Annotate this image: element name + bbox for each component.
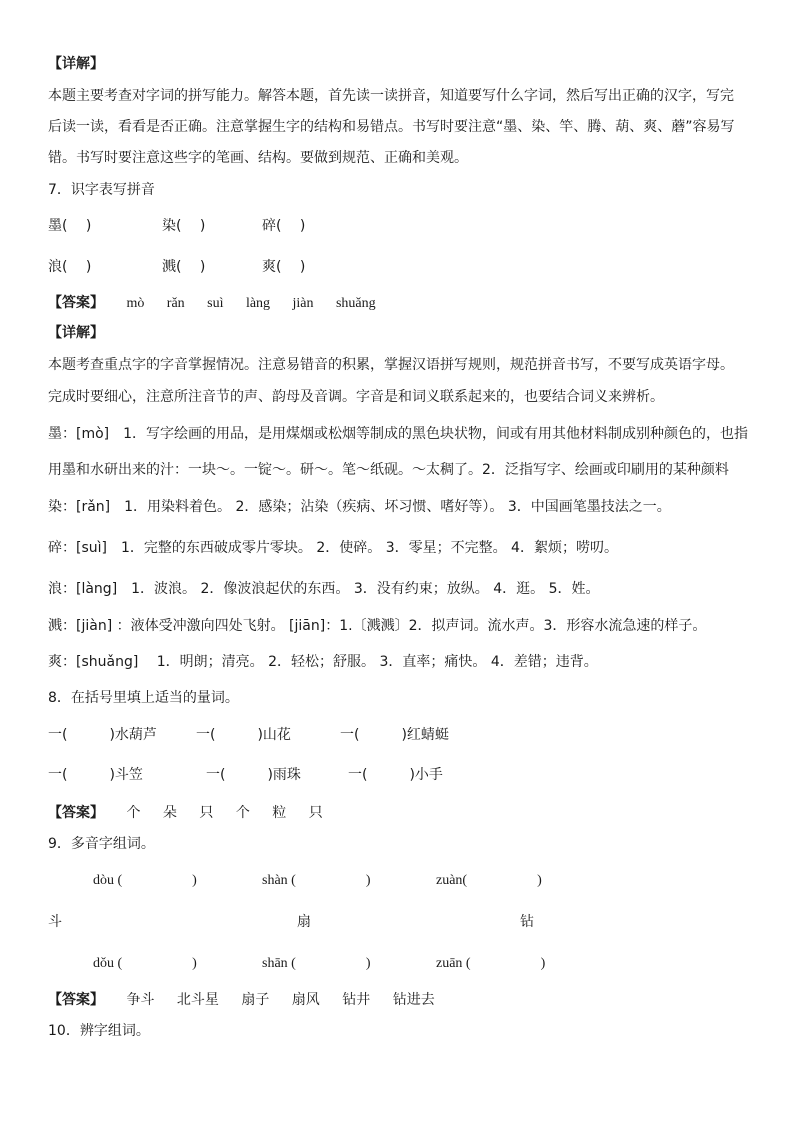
answer-item: làng: [245, 296, 271, 311]
char-blank: 墨( ): [48, 218, 92, 234]
pinyin-blank: shàn ( ): [262, 873, 371, 888]
pinyin-blank: zuàn( ): [436, 873, 542, 888]
answer-line: [48, 990, 435, 1010]
pinyin-blank: shān ( ): [262, 956, 371, 971]
pinyin-blank: dòu ( ): [93, 873, 197, 888]
paragraph-line: 完成时要细心，注意所注音节的声、韵母及音调。字音是和词义联系起来的，也要结合词义来辨析。: [48, 389, 664, 405]
question-title: 9．多音字组词。: [48, 836, 155, 852]
definition-line: 染：[rǎn] 1．用染料着色。 2．感染；沾染（疾病、坏习惯、嗜好等）。 3．中国画笔墨技法之一。: [48, 499, 671, 515]
definition-line: 用墨和水研出来的汁：一块～。一锭～。研～。笔～纸砚。～太稠了。2．泛指写字、绘画或印刷用的某种颜料: [48, 462, 729, 478]
answer-label: 【答案】: [48, 992, 104, 1008]
answer-item: 北斗星: [176, 992, 219, 1008]
answer-item: jiàn: [292, 296, 314, 311]
definition-line: 浪：[làng] 1．波浪。 2．像波浪起伏的东西。 3．没有约束；放纵。 4．逛。 5．姓。: [48, 581, 600, 597]
answer-item: 只: [199, 805, 214, 821]
definition-line: 墨：[mò] 1．写字绘画的用品，是用煤烟或松烟等制成的黑色块状物，间或有用其他材料制成别种颜色的，也指: [48, 426, 749, 442]
answer-label: 【答案】: [48, 295, 104, 311]
answer-item: 扇子: [241, 992, 270, 1008]
answer-item: 钻井: [342, 992, 371, 1008]
detail-label: 【详解】: [48, 325, 104, 341]
measure-word-blank: 一( )雨珠: [206, 767, 301, 783]
char-blank: 碎( ): [262, 218, 306, 234]
paragraph-line: 后读一读，看看是否正确。注意掌握生字的结构和易错点。书写时要注意“墨、染、竿、腾、葫、爽、蘑”容易写: [48, 119, 735, 135]
answer-item: rǎn: [166, 296, 185, 311]
pinyin-blank: zuān ( ): [436, 956, 546, 971]
definition-line: 碎：[suì] 1．完整的东西破成零片零块。 2．使碎。 3．零星；不完整。 4．絮烦；唠叨。: [48, 540, 618, 556]
question-title: 8．在括号里填上适当的量词。: [48, 690, 239, 706]
answer-item: mò: [126, 296, 145, 311]
answer-item: 扇风: [291, 992, 320, 1008]
answer-item: 钻进去: [392, 992, 435, 1008]
measure-word-blank: 一( )斗笠: [48, 767, 143, 783]
char-blank: 爽( ): [262, 259, 306, 275]
answer-item: 个: [126, 805, 141, 821]
char-blank: 染( ): [162, 218, 206, 234]
detail-label: 【详解】: [48, 56, 104, 72]
paragraph-line: 本题主要考查对字词的拼写能力。解答本题，首先读一读拼音，知道要写什么字词，然后写出正确的汉字，写完: [48, 88, 734, 104]
answer-line: [48, 293, 376, 314]
answer-item: shuǎng: [335, 296, 376, 311]
question-title: 7．识字表写拼音: [48, 182, 155, 198]
measure-word-blank: 一( )水葫芦: [48, 727, 157, 743]
measure-word-blank: 一( )山花: [196, 727, 291, 743]
answer-item: suì: [207, 296, 224, 311]
char-blank: 浪( ): [48, 259, 92, 275]
answer-item: 粒: [272, 805, 287, 821]
polyphone-char: 钻: [520, 914, 534, 930]
question-title: 10．辨字组词。: [48, 1023, 150, 1039]
polyphone-char: 扇: [297, 914, 311, 930]
pinyin-blank: dǒu ( ): [93, 956, 197, 971]
measure-word-blank: 一( )红蜻蜓: [340, 727, 449, 743]
definition-line: 溅：[jiàn] ：液体受冲激向四处飞射。 [jiān]：1.〔溅溅〕2．拟声词。流水声。3．形容水流急速的样子。: [48, 618, 707, 634]
answer-item: 朵: [162, 805, 177, 821]
answer-item: 个: [235, 805, 250, 821]
definition-line: 爽：[shuǎng] 1．明朗；清亮。 2．轻松；舒服。 3．直率；痛快。 4．差错；违背。: [48, 654, 598, 670]
answer-label: 【答案】: [48, 805, 104, 821]
paragraph-line: 错。书写时要注意这些字的笔画、结构。要做到规范、正确和美观。: [48, 150, 468, 166]
measure-word-blank: 一( )小手: [348, 767, 443, 783]
answer-item: 争斗: [126, 992, 155, 1008]
paragraph-line: 本题考查重点字的字音掌握情况。注意易错音的积累，掌握汉语拼写规则，规范拼音书写，不要写成英语字母。: [48, 357, 734, 373]
polyphone-char: 斗: [48, 914, 62, 930]
char-blank: 溅( ): [162, 259, 206, 275]
answer-item: 只: [308, 805, 323, 821]
answer-line: [48, 803, 323, 823]
